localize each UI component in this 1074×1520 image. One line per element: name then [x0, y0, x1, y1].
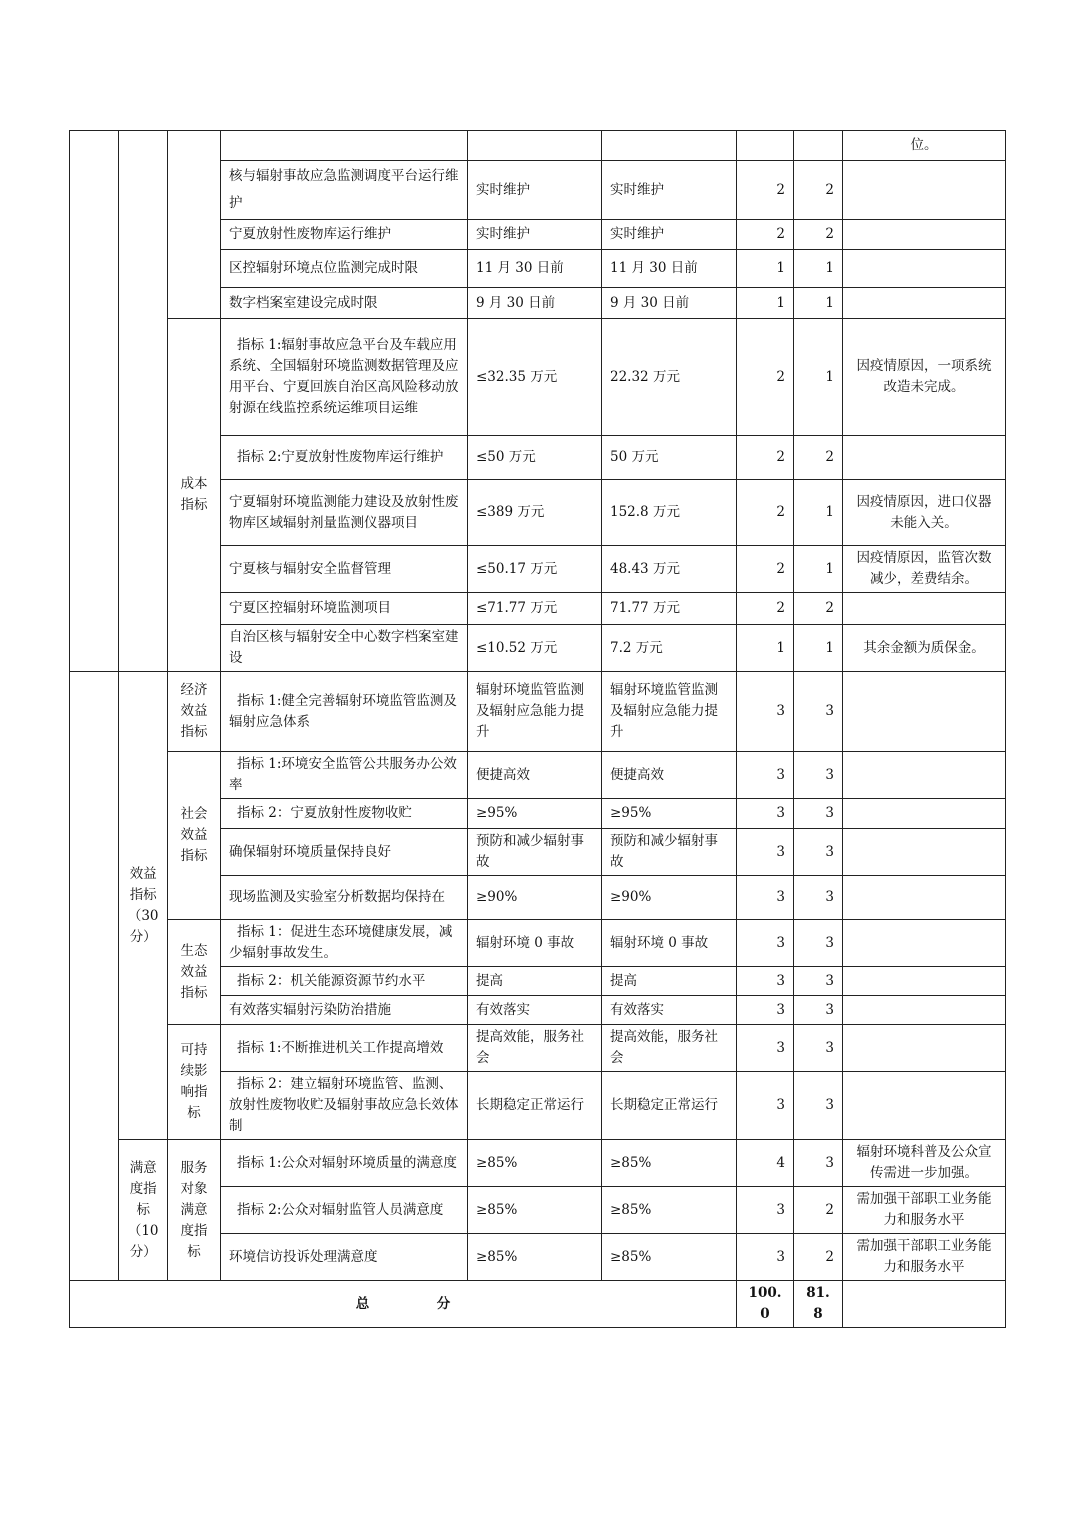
level3-cell-empty	[168, 131, 221, 319]
full-score-cell: 3	[737, 752, 794, 799]
indicator-cell: 宁夏区控辐射环境监测项目	[221, 593, 468, 625]
got-score-cell: 3	[794, 876, 843, 920]
note-cell: 因疫情原因，一项系统改造未完成。	[843, 319, 1006, 436]
actual-cell: ≥95%	[602, 799, 737, 829]
got-score-cell: 3	[794, 1072, 843, 1140]
full-score-cell: 4	[737, 1140, 794, 1187]
full-score-cell: 3	[737, 829, 794, 876]
indicator-cell: 指标 1:环境安全监管公共服务办公效率	[221, 752, 468, 799]
category-service: 服务对象满意度指标	[168, 1140, 221, 1281]
actual-cell: 22.32 万元	[602, 319, 737, 436]
target-cell: ≥90%	[468, 876, 602, 920]
category-benefit-group: 效益指标（30分）	[119, 672, 168, 1140]
target-cell: ≤71.77 万元	[468, 593, 602, 625]
indicator-cell: 数字档案室建设完成时限	[221, 288, 468, 319]
actual-cell: 提高	[602, 967, 737, 996]
target-cell: 提高效能，服务社会	[468, 1025, 602, 1072]
indicator-cell: 宁夏放射性废物库运行维护	[221, 220, 468, 250]
got-score-cell: 1	[794, 250, 843, 288]
target-cell: 辐射环境 0 事故	[468, 920, 602, 967]
full-score-cell: 3	[737, 1025, 794, 1072]
category-social: 社会效益指标	[168, 752, 221, 920]
full-score-cell: 1	[737, 288, 794, 319]
note-cell	[843, 876, 1006, 920]
full-score-cell: 3	[737, 799, 794, 829]
indicator-cell: 指标 1:不断推进机关工作提高增效	[221, 1025, 468, 1072]
got-score-cell: 1	[794, 288, 843, 319]
actual-cell: 辐射环境监管监测及辐射应急能力提升	[602, 672, 737, 752]
table-row	[70, 920, 1006, 967]
indicator-cell: 区控辐射环境点位监测完成时限	[221, 250, 468, 288]
actual-cell: ≥90%	[602, 876, 737, 920]
note-cell: 位。	[843, 131, 1006, 161]
actual-cell: 9 月 30 日前	[602, 288, 737, 319]
target-cell: 11 月 30 日前	[468, 250, 602, 288]
got-score-cell: 3	[794, 967, 843, 996]
note-cell: 需加强干部职工业务能力和服务水平	[843, 1187, 1006, 1234]
note-cell	[843, 161, 1006, 220]
note-cell	[843, 1025, 1006, 1072]
target-cell: 便捷高效	[468, 752, 602, 799]
target-cell: 预防和减少辐射事故	[468, 829, 602, 876]
actual-cell: 7.2 万元	[602, 625, 737, 672]
full-score-cell: 2	[737, 220, 794, 250]
target-cell: ≥85%	[468, 1187, 602, 1234]
got-score-cell: 1	[794, 319, 843, 436]
indicator-cell: 宁夏核与辐射安全监督管理	[221, 546, 468, 593]
indicator-cell: 指标 1:辐射事故应急平台及车载应用系统、全国辐射环境监测数据管理及应用平台、宁夏回族自治区高风险移动放射源在线监控系统运维项目运维	[221, 319, 468, 436]
target-cell: ≤50.17 万元	[468, 546, 602, 593]
table-row	[70, 672, 1006, 752]
actual-cell	[602, 131, 737, 161]
full-score-cell: 3	[737, 672, 794, 752]
full-score-cell: 2	[737, 480, 794, 546]
got-score-cell: 2	[794, 593, 843, 625]
got-score-cell: 1	[794, 625, 843, 672]
note-cell	[843, 672, 1006, 752]
got-score-cell: 2	[794, 1234, 843, 1281]
total-note-empty	[843, 1281, 1006, 1328]
category-satisfaction-group: 满意度指标（10分）	[119, 1140, 168, 1281]
target-cell: 实时维护	[468, 161, 602, 220]
level1-cell-empty	[70, 672, 119, 1281]
indicator-cell: 核与辐射事故应急监测调度平台运行维护	[221, 161, 468, 220]
got-score-cell: 3	[794, 672, 843, 752]
performance-table	[69, 130, 1006, 1328]
actual-cell: 实时维护	[602, 161, 737, 220]
total-label-char-1: 总	[355, 1295, 370, 1312]
actual-cell: 11 月 30 日前	[602, 250, 737, 288]
target-cell: ≥95%	[468, 799, 602, 829]
full-score-cell: 2	[737, 436, 794, 480]
actual-cell: 便捷高效	[602, 752, 737, 799]
category-sustainable: 可持续影响指标	[168, 1025, 221, 1140]
target-cell: ≤50 万元	[468, 436, 602, 480]
total-label-char-2: 分	[436, 1295, 451, 1312]
target-cell: 提高	[468, 967, 602, 996]
indicator-cell: 确保辐射环境质量保持良好	[221, 829, 468, 876]
note-cell	[843, 250, 1006, 288]
actual-cell: ≥85%	[602, 1140, 737, 1187]
full-score-cell	[737, 131, 794, 161]
note-cell	[843, 799, 1006, 829]
note-cell	[843, 829, 1006, 876]
got-score-cell: 3	[794, 829, 843, 876]
note-cell	[843, 967, 1006, 996]
got-score-cell: 2	[794, 1187, 843, 1234]
note-cell: 辐射环境科普及公众宣传需进一步加强。	[843, 1140, 1006, 1187]
note-cell	[843, 996, 1006, 1025]
indicator-cell: 现场监测及实验室分析数据均保持在	[221, 876, 468, 920]
got-score-cell: 2	[794, 161, 843, 220]
got-score-cell: 3	[794, 752, 843, 799]
actual-cell: ≥85%	[602, 1187, 737, 1234]
note-cell	[843, 220, 1006, 250]
target-cell: 9 月 30 日前	[468, 288, 602, 319]
full-score-cell: 3	[737, 1187, 794, 1234]
table-row	[70, 1140, 1006, 1187]
table-row	[70, 131, 1006, 161]
target-cell: 辐射环境监管监测及辐射应急能力提升	[468, 672, 602, 752]
level2-cell-empty	[119, 131, 168, 672]
got-score-cell: 3	[794, 799, 843, 829]
category-economic: 经济效益指标	[168, 672, 221, 752]
note-cell	[843, 288, 1006, 319]
table-row	[70, 319, 1006, 436]
level1-cell-empty	[70, 131, 119, 672]
note-cell	[843, 1072, 1006, 1140]
full-score-cell: 3	[737, 1234, 794, 1281]
got-score-cell: 1	[794, 480, 843, 546]
category-cost: 成本指标	[168, 319, 221, 672]
indicator-cell: 自治区核与辐射安全中心数字档案室建设	[221, 625, 468, 672]
note-cell	[843, 436, 1006, 480]
full-score-cell: 3	[737, 967, 794, 996]
indicator-cell: 指标 2：机关能源资源节约水平	[221, 967, 468, 996]
indicator-cell: 指标 1:健全完善辐射环境监管监测及辐射应急体系	[221, 672, 468, 752]
indicator-cell: 有效落实辐射污染防治措施	[221, 996, 468, 1025]
note-cell: 需加强干部职工业务能力和服务水平	[843, 1234, 1006, 1281]
note-cell	[843, 920, 1006, 967]
target-cell	[468, 131, 602, 161]
total-label	[70, 1281, 737, 1328]
indicator-cell: 指标 1：促进生态环境健康发展，减少辐射事故发生。	[221, 920, 468, 967]
indicator-cell: 指标 2:宁夏放射性废物库运行维护	[221, 436, 468, 480]
note-cell: 因疫情原因，进口仪器未能入关。	[843, 480, 1006, 546]
indicator-cell: 宁夏辐射环境监测能力建设及放射性废物库区域辐射剂量监测仪器项目	[221, 480, 468, 546]
target-cell: ≥85%	[468, 1140, 602, 1187]
actual-cell: 152.8 万元	[602, 480, 737, 546]
full-score-cell: 3	[737, 1072, 794, 1140]
indicator-cell: 指标 2：宁夏放射性废物收贮	[221, 799, 468, 829]
total-got-score: 81.8	[794, 1281, 843, 1328]
got-score-cell: 3	[794, 996, 843, 1025]
full-score-cell: 2	[737, 546, 794, 593]
target-cell: ≥85%	[468, 1234, 602, 1281]
full-score-cell: 2	[737, 593, 794, 625]
got-score-cell: 1	[794, 546, 843, 593]
category-ecological: 生态效益指标	[168, 920, 221, 1025]
full-score-cell: 1	[737, 625, 794, 672]
note-cell: 其余金额为质保金。	[843, 625, 1006, 672]
actual-cell: 实时维护	[602, 220, 737, 250]
actual-cell: 71.77 万元	[602, 593, 737, 625]
got-score-cell: 2	[794, 436, 843, 480]
actual-cell: 48.43 万元	[602, 546, 737, 593]
actual-cell: ≥85%	[602, 1234, 737, 1281]
actual-cell: 预防和减少辐射事故	[602, 829, 737, 876]
full-score-cell: 1	[737, 250, 794, 288]
got-score-cell: 3	[794, 920, 843, 967]
target-cell: 有效落实	[468, 996, 602, 1025]
actual-cell: 提高效能，服务社会	[602, 1025, 737, 1072]
target-cell: ≤389 万元	[468, 480, 602, 546]
table-row	[70, 752, 1006, 799]
full-score-cell: 3	[737, 876, 794, 920]
full-score-cell: 3	[737, 920, 794, 967]
actual-cell: 长期稳定正常运行	[602, 1072, 737, 1140]
got-score-cell: 2	[794, 220, 843, 250]
indicator-cell: 指标 2：建立辐射环境监管、监测、放射性废物收贮及辐射事故应急长效体制	[221, 1072, 468, 1140]
got-score-cell: 3	[794, 1140, 843, 1187]
actual-cell: 50 万元	[602, 436, 737, 480]
indicator-cell: 指标 2:公众对辐射监管人员满意度	[221, 1187, 468, 1234]
got-score-cell: 3	[794, 1025, 843, 1072]
full-score-cell: 2	[737, 319, 794, 436]
note-cell	[843, 752, 1006, 799]
total-row	[70, 1281, 1006, 1328]
target-cell: 长期稳定正常运行	[468, 1072, 602, 1140]
target-cell: 实时维护	[468, 220, 602, 250]
target-cell: ≤10.52 万元	[468, 625, 602, 672]
note-cell	[843, 593, 1006, 625]
actual-cell: 有效落实	[602, 996, 737, 1025]
indicator-cell	[221, 131, 468, 161]
note-cell: 因疫情原因，监管次数减少，差费结余。	[843, 546, 1006, 593]
full-score-cell: 2	[737, 161, 794, 220]
indicator-cell: 环境信访投诉处理满意度	[221, 1234, 468, 1281]
target-cell: ≤32.35 万元	[468, 319, 602, 436]
indicator-cell: 指标 1:公众对辐射环境质量的满意度	[221, 1140, 468, 1187]
total-full-score: 100.0	[737, 1281, 794, 1328]
actual-cell: 辐射环境 0 事故	[602, 920, 737, 967]
full-score-cell: 3	[737, 996, 794, 1025]
got-score-cell	[794, 131, 843, 161]
table-row	[70, 1025, 1006, 1072]
